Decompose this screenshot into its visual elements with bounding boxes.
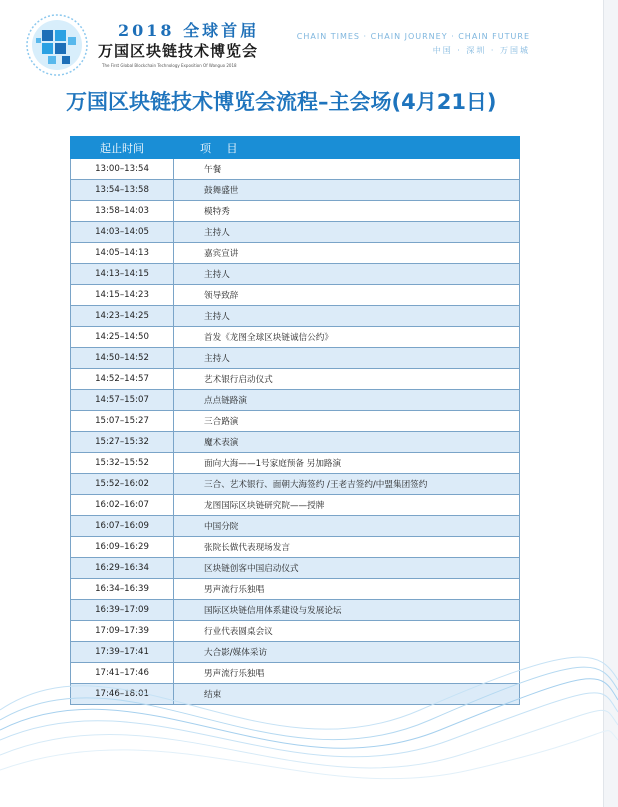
row-item: 中国分院 — [174, 516, 520, 537]
row-time: 15:32–15:52 — [71, 453, 174, 474]
table-row — [71, 264, 520, 285]
row-item: 三合路演 — [174, 411, 520, 432]
row-time: 14:23–14:25 — [71, 306, 174, 327]
table-row — [71, 327, 520, 348]
row-item: 主持人 — [174, 222, 520, 243]
row-item: 三合、艺术银行、面朝大海签约 /王老吉签约/中盟集团签约 — [174, 474, 520, 495]
row-time: 16:09–16:29 — [71, 537, 174, 558]
table-row — [71, 558, 520, 579]
decorative-waves — [0, 590, 618, 807]
row-item: 艺术银行启动仪式 — [174, 369, 520, 390]
row-item: 男声流行乐独唱 — [174, 663, 520, 684]
table-row — [71, 537, 520, 558]
tagline-english: CHAIN TIMES · CHAIN JOURNEY · CHAIN FUTURE — [296, 32, 530, 41]
row-time: 13:58–14:03 — [71, 201, 174, 222]
tagline-chinese: 中国 · 深圳 · 万国城 — [432, 46, 530, 55]
table-row — [71, 474, 520, 495]
table-row — [71, 453, 520, 474]
table-row — [71, 159, 520, 180]
row-item: 魔术表演 — [174, 432, 520, 453]
row-time: 14:25–14:50 — [71, 327, 174, 348]
table-row — [71, 222, 520, 243]
row-time: 15:52–16:02 — [71, 474, 174, 495]
table-row — [71, 390, 520, 411]
table-row — [71, 369, 520, 390]
row-item: 领导致辞 — [174, 285, 520, 306]
row-time: 16:34–16:39 — [71, 579, 174, 600]
row-time: 17:46–18:01 — [71, 684, 174, 705]
row-time: 14:50–14:52 — [71, 348, 174, 369]
page-title: 万国区块链技术博览会流程–主会场(4月21日) — [66, 90, 497, 114]
row-item: 区块链创客中国启动仪式 — [174, 558, 520, 579]
row-time: 16:29–16:34 — [71, 558, 174, 579]
row-item: 张院长做代表现场发言 — [174, 537, 520, 558]
row-time: 14:15–14:23 — [71, 285, 174, 306]
globe-logo-icon — [24, 12, 90, 78]
table-row — [71, 411, 520, 432]
row-item: 点点链路演 — [174, 390, 520, 411]
row-item: 午餐 — [174, 159, 520, 180]
row-item: 大合影/媒体采访 — [174, 642, 520, 663]
row-time: 13:54–13:58 — [71, 180, 174, 201]
row-time: 17:41–17:46 — [71, 663, 174, 684]
row-item: 行业代表圆桌会议 — [174, 621, 520, 642]
row-time: 15:27–15:32 — [71, 432, 174, 453]
row-time: 16:02–16:07 — [71, 495, 174, 516]
table-row — [71, 432, 520, 453]
table-row — [71, 285, 520, 306]
table-row — [71, 516, 520, 537]
row-time: 16:07–16:09 — [71, 516, 174, 537]
logo-name-line: 万国区块链技术博览会 — [98, 42, 259, 60]
row-time: 14:03–14:05 — [71, 222, 174, 243]
table-row — [71, 243, 520, 264]
header-time: 起止时间 — [71, 137, 174, 159]
logo-english-line: The First Global Blockchain Technology Exposition Of Wanguo 2018 — [102, 63, 237, 68]
row-time: 17:09–17:39 — [71, 621, 174, 642]
row-item: 嘉宾宣讲 — [174, 243, 520, 264]
table-row — [71, 180, 520, 201]
row-item: 模特秀 — [174, 201, 520, 222]
row-item: 鼓舞盛世 — [174, 180, 520, 201]
row-item: 主持人 — [174, 348, 520, 369]
row-time: 15:07–15:27 — [71, 411, 174, 432]
table-row — [71, 306, 520, 327]
table-row — [71, 348, 520, 369]
row-time: 14:05–14:13 — [71, 243, 174, 264]
row-item: 主持人 — [174, 306, 520, 327]
row-time: 17:39–17:41 — [71, 642, 174, 663]
expo-logo — [24, 12, 260, 82]
row-item: 首发《龙图全球区块链诚信公约》 — [174, 327, 520, 348]
tagline — [270, 32, 530, 56]
row-item: 主持人 — [174, 264, 520, 285]
row-item: 男声流行乐独唱 — [174, 579, 520, 600]
logo-year-line: 2018 全球首届 — [118, 21, 260, 40]
row-item: 龙图国际区块链研究院——授牌 — [174, 495, 520, 516]
row-item: 面向大海——1号家庭预备 另加路演 — [174, 453, 520, 474]
row-time: 14:57–15:07 — [71, 390, 174, 411]
row-time: 16:39–17:09 — [71, 600, 174, 621]
row-item: 国际区块链信用体系建设与发展论坛 — [174, 600, 520, 621]
table-row — [71, 201, 520, 222]
table-row — [71, 495, 520, 516]
row-time: 14:13–14:15 — [71, 264, 174, 285]
row-time: 13:00–13:54 — [71, 159, 174, 180]
row-item: 结束 — [174, 684, 520, 705]
table-header-row — [71, 137, 520, 159]
row-time: 14:52–14:57 — [71, 369, 174, 390]
header-item: 项 目 — [174, 137, 520, 159]
